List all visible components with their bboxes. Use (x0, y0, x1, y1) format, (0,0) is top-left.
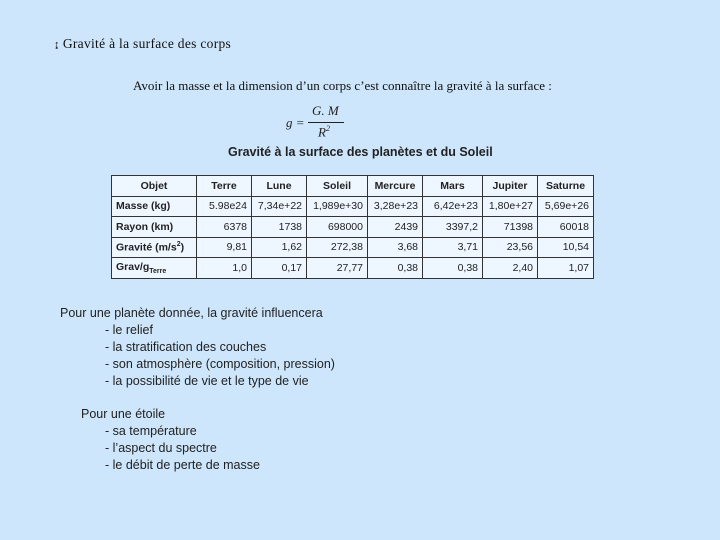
table-cell: 27,77 (307, 258, 368, 279)
row-label-rayon: Rayon (km) (112, 217, 197, 238)
list-item: - le débit de perte de masse (105, 458, 260, 472)
table-cell: 0,17 (252, 258, 307, 279)
table-cell: 3,71 (423, 237, 483, 258)
table-cell: 23,56 (483, 237, 538, 258)
table-cell: 1,07 (538, 258, 594, 279)
page-title-text: Gravité à la surface des corps (62, 36, 232, 51)
table-cell: 698000 (307, 217, 368, 238)
table-cell: 0,38 (423, 258, 483, 279)
table-cell: 1,989e+30 (307, 196, 368, 217)
row-label-gravite-sup: 2 (176, 241, 181, 248)
table-cell: 5.98e24 (197, 196, 252, 217)
formula-denominator-exponent: 2 (325, 124, 330, 133)
table-cell: 1,62 (252, 237, 307, 258)
planet-influence-list (60, 305, 335, 390)
table-cell: 6378 (197, 217, 252, 238)
formula-denominator (318, 124, 330, 140)
col-header-jupiter: Jupiter (483, 176, 538, 197)
table-title: Gravité à la surface des planètes et du Soleil (228, 145, 493, 159)
table-row (112, 217, 594, 238)
col-header-mars: Mars (423, 176, 483, 197)
table-cell: 3,28e+23 (368, 196, 423, 217)
table-cell: 0,38 (368, 258, 423, 279)
row-label-gravite (112, 237, 197, 258)
table-cell: 9,81 (197, 237, 252, 258)
formula-lhs: g = (286, 115, 305, 130)
list-item: - le relief (105, 323, 153, 337)
row-label-grav-ratio-sub: Terre (149, 267, 167, 275)
table-cell: 3,68 (368, 237, 423, 258)
table-cell: 60018 (538, 217, 594, 238)
formula-numerator: G. M (312, 103, 339, 118)
table-row (112, 237, 594, 258)
planet-list-intro: Pour une planète donnée, la gravité influencera (60, 306, 323, 320)
table-cell: 2,40 (483, 258, 538, 279)
table-cell: 5,69e+26 (538, 196, 594, 217)
table-cell: 272,38 (307, 237, 368, 258)
formula-denominator-base: R (318, 124, 326, 140)
table-cell: 7,34e+22 (252, 196, 307, 217)
gravity-table (111, 175, 594, 279)
col-header-objet: Objet (112, 176, 197, 197)
row-label-masse: Masse (kg) (112, 196, 197, 217)
star-list-intro: Pour une étoile (81, 407, 166, 421)
table-row (112, 258, 594, 279)
list-item: - la stratification des couches (105, 340, 267, 354)
table-cell: 6,42e+23 (423, 196, 483, 217)
formula-fraction-bar (308, 122, 344, 123)
table-row (112, 196, 594, 217)
col-header-soleil: Soleil (307, 176, 368, 197)
row-label-grav-ratio-main: Grav/g (116, 260, 150, 273)
list-item: - l’aspect du spectre (105, 441, 217, 455)
table-cell: 71398 (483, 217, 538, 238)
bullet-arrow-icon: ↨ (54, 39, 60, 51)
row-label-gravite-main: Gravité (m/s (116, 241, 177, 254)
col-header-terre: Terre (197, 176, 252, 197)
table-header-row (112, 176, 594, 197)
row-label-gravite-end: ) (180, 241, 185, 254)
table-cell: 10,54 (538, 237, 594, 258)
table-cell: 3397,2 (423, 217, 483, 238)
list-item: - la possibilité de vie et le type de vie (105, 374, 309, 388)
star-influence-list (81, 406, 260, 474)
row-label-grav-ratio (112, 258, 197, 279)
table-cell: 1,80e+27 (483, 196, 538, 217)
table-cell: 2439 (368, 217, 423, 238)
page-title (54, 36, 231, 52)
list-item: - sa température (105, 424, 197, 438)
list-item: - son atmosphère (composition, pression) (105, 357, 335, 371)
table-cell: 1,0 (197, 258, 252, 279)
intro-text: Avoir la masse et la dimension d’un corps c’est connaître la gravité à la surface : (133, 78, 552, 93)
col-header-mercure: Mercure (368, 176, 423, 197)
table-cell: 1738 (252, 217, 307, 238)
col-header-lune: Lune (252, 176, 307, 197)
col-header-saturne: Saturne (538, 176, 594, 197)
